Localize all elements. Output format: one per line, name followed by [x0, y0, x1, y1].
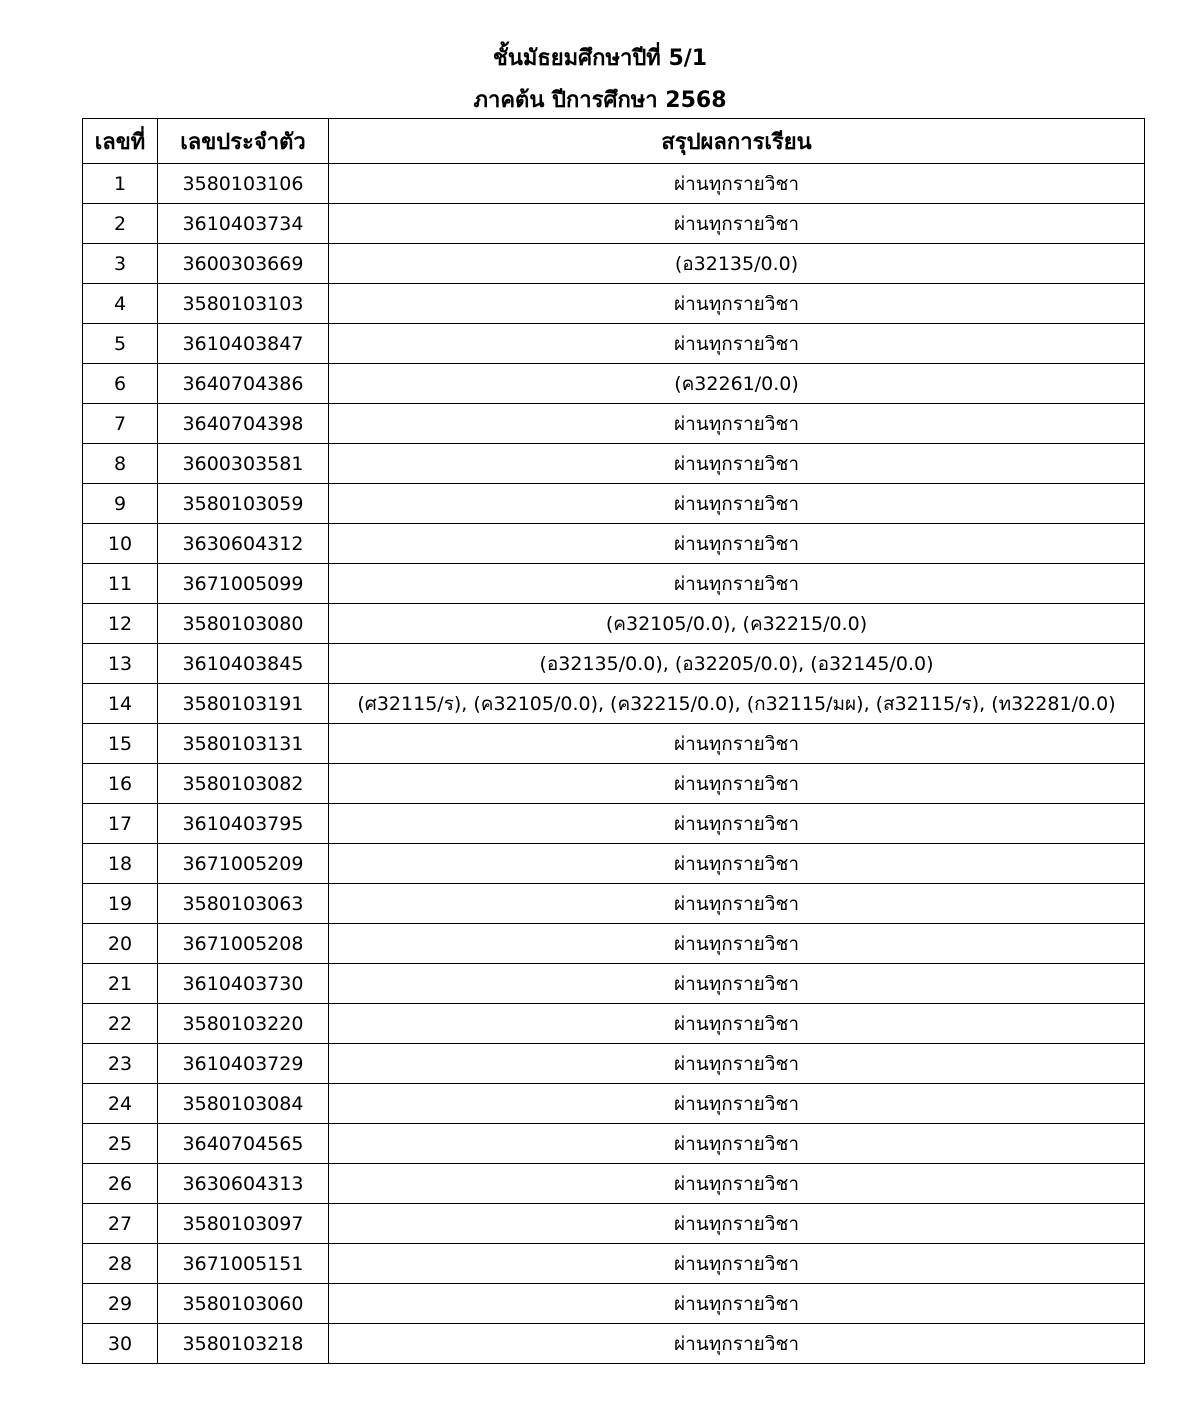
cell-result: ผ่านทุกรายวิชา: [329, 1084, 1145, 1124]
cell-number: 21: [83, 964, 158, 1004]
cell-number: 11: [83, 564, 158, 604]
cell-number: 10: [83, 524, 158, 564]
cell-result: ผ่านทุกรายวิชา: [329, 1124, 1145, 1164]
table-row: [83, 164, 1145, 204]
cell-student-id: 3580103063: [158, 884, 329, 924]
cell-student-id: 3640704565: [158, 1124, 329, 1164]
cell-result: ผ่านทุกรายวิชา: [329, 764, 1145, 804]
cell-student-id: 3610403847: [158, 324, 329, 364]
table-row: [83, 1284, 1145, 1324]
table-row: [83, 204, 1145, 244]
cell-result: (ค32105/0.0), (ค32215/0.0): [329, 604, 1145, 644]
cell-student-id: 3580103220: [158, 1004, 329, 1044]
table-row: [83, 244, 1145, 284]
cell-result: ผ่านทุกรายวิชา: [329, 1244, 1145, 1284]
table-row: [83, 684, 1145, 724]
table-row: [83, 1244, 1145, 1284]
table-row: [83, 284, 1145, 324]
cell-number: 18: [83, 844, 158, 884]
cell-number: 26: [83, 1164, 158, 1204]
cell-number: 20: [83, 924, 158, 964]
cell-number: 28: [83, 1244, 158, 1284]
cell-number: 24: [83, 1084, 158, 1124]
column-header-result: สรุปผลการเรียน: [329, 119, 1145, 164]
cell-result: ผ่านทุกรายวิชา: [329, 964, 1145, 1004]
cell-student-id: 3580103218: [158, 1324, 329, 1364]
cell-result: ผ่านทุกรายวิชา: [329, 724, 1145, 764]
cell-student-id: 3630604312: [158, 524, 329, 564]
cell-result: ผ่านทุกรายวิชา: [329, 884, 1145, 924]
table-row: [83, 724, 1145, 764]
results-table: [82, 118, 1145, 1364]
page-subtitle: ภาคต้น ปีการศึกษา 2568: [473, 88, 727, 113]
cell-student-id: 3640704398: [158, 404, 329, 444]
cell-student-id: 3671005208: [158, 924, 329, 964]
table-row: [83, 324, 1145, 364]
table-row: [83, 764, 1145, 804]
cell-result: ผ่านทุกรายวิชา: [329, 484, 1145, 524]
page-title: ชั้นมัธยมศึกษาปีที่ 5/1: [492, 46, 708, 71]
cell-result: ผ่านทุกรายวิชา: [329, 1044, 1145, 1084]
table-row: [83, 364, 1145, 404]
cell-number: 19: [83, 884, 158, 924]
cell-student-id: 3640704386: [158, 364, 329, 404]
cell-student-id: 3580103082: [158, 764, 329, 804]
cell-student-id: 3580103191: [158, 684, 329, 724]
cell-number: 16: [83, 764, 158, 804]
cell-student-id: 3610403795: [158, 804, 329, 844]
table-row: [83, 924, 1145, 964]
cell-number: 2: [83, 204, 158, 244]
table-row: [83, 444, 1145, 484]
cell-number: 4: [83, 284, 158, 324]
column-header-number: เลขที่: [83, 119, 158, 164]
cell-student-id: 3610403734: [158, 204, 329, 244]
cell-number: 25: [83, 1124, 158, 1164]
table-row: [83, 804, 1145, 844]
cell-student-id: 3580103059: [158, 484, 329, 524]
cell-number: 3: [83, 244, 158, 284]
cell-student-id: 3610403845: [158, 644, 329, 684]
table-row: [83, 1204, 1145, 1244]
cell-result: ผ่านทุกรายวิชา: [329, 1204, 1145, 1244]
table-row: [83, 644, 1145, 684]
cell-result: ผ่านทุกรายวิชา: [329, 1004, 1145, 1044]
cell-number: 1: [83, 164, 158, 204]
table-row: [83, 404, 1145, 444]
cell-result: ผ่านทุกรายวิชา: [329, 524, 1145, 564]
cell-number: 5: [83, 324, 158, 364]
cell-result: ผ่านทุกรายวิชา: [329, 284, 1145, 324]
cell-number: 14: [83, 684, 158, 724]
cell-number: 7: [83, 404, 158, 444]
cell-student-id: 3671005099: [158, 564, 329, 604]
column-header-student-id: เลขประจำตัว: [158, 119, 329, 164]
table-header-row: [83, 119, 1145, 164]
cell-result: ผ่านทุกรายวิชา: [329, 404, 1145, 444]
cell-student-id: 3671005209: [158, 844, 329, 884]
cell-student-id: 3580103084: [158, 1084, 329, 1124]
cell-result: ผ่านทุกรายวิชา: [329, 564, 1145, 604]
cell-student-id: 3580103106: [158, 164, 329, 204]
table-row: [83, 604, 1145, 644]
cell-number: 22: [83, 1004, 158, 1044]
cell-number: 9: [83, 484, 158, 524]
cell-result: ผ่านทุกรายวิชา: [329, 164, 1145, 204]
cell-result: (อ32135/0.0), (อ32205/0.0), (อ32145/0.0): [329, 644, 1145, 684]
table-body: [83, 164, 1145, 1364]
cell-student-id: 3580103060: [158, 1284, 329, 1324]
cell-result: ผ่านทุกรายวิชา: [329, 324, 1145, 364]
cell-student-id: 3610403730: [158, 964, 329, 1004]
cell-student-id: 3630604313: [158, 1164, 329, 1204]
cell-result: ผ่านทุกรายวิชา: [329, 444, 1145, 484]
table-row: [83, 1124, 1145, 1164]
cell-result: ผ่านทุกรายวิชา: [329, 1284, 1145, 1324]
cell-result: ผ่านทุกรายวิชา: [329, 204, 1145, 244]
cell-number: 23: [83, 1044, 158, 1084]
table-row: [83, 1324, 1145, 1364]
table-row: [83, 1044, 1145, 1084]
cell-student-id: 3580103103: [158, 284, 329, 324]
cell-number: 30: [83, 1324, 158, 1364]
cell-student-id: 3580103097: [158, 1204, 329, 1244]
cell-student-id: 3580103080: [158, 604, 329, 644]
cell-number: 12: [83, 604, 158, 644]
cell-number: 17: [83, 804, 158, 844]
cell-number: 6: [83, 364, 158, 404]
cell-result: ผ่านทุกรายวิชา: [329, 1164, 1145, 1204]
cell-number: 29: [83, 1284, 158, 1324]
table-row: [83, 1004, 1145, 1044]
cell-number: 15: [83, 724, 158, 764]
table-row: [83, 1164, 1145, 1204]
cell-student-id: 3580103131: [158, 724, 329, 764]
table-row: [83, 844, 1145, 884]
cell-student-id: 3600303669: [158, 244, 329, 284]
cell-number: 8: [83, 444, 158, 484]
table-row: [83, 484, 1145, 524]
cell-result: (อ32135/0.0): [329, 244, 1145, 284]
cell-result: (ศ32115/ร), (ค32105/0.0), (ค32215/0.0), (ก32115/มผ), (ส32115/ร), (ท32281/0.0): [329, 684, 1145, 724]
table-row: [83, 1084, 1145, 1124]
cell-student-id: 3671005151: [158, 1244, 329, 1284]
cell-student-id: 3600303581: [158, 444, 329, 484]
cell-number: 27: [83, 1204, 158, 1244]
table-row: [83, 884, 1145, 924]
cell-result: ผ่านทุกรายวิชา: [329, 1324, 1145, 1364]
cell-result: ผ่านทุกรายวิชา: [329, 924, 1145, 964]
cell-result: (ค32261/0.0): [329, 364, 1145, 404]
table-row: [83, 564, 1145, 604]
table-row: [83, 964, 1145, 1004]
cell-number: 13: [83, 644, 158, 684]
cell-result: ผ่านทุกรายวิชา: [329, 844, 1145, 884]
cell-student-id: 3610403729: [158, 1044, 329, 1084]
table-row: [83, 524, 1145, 564]
cell-result: ผ่านทุกรายวิชา: [329, 804, 1145, 844]
